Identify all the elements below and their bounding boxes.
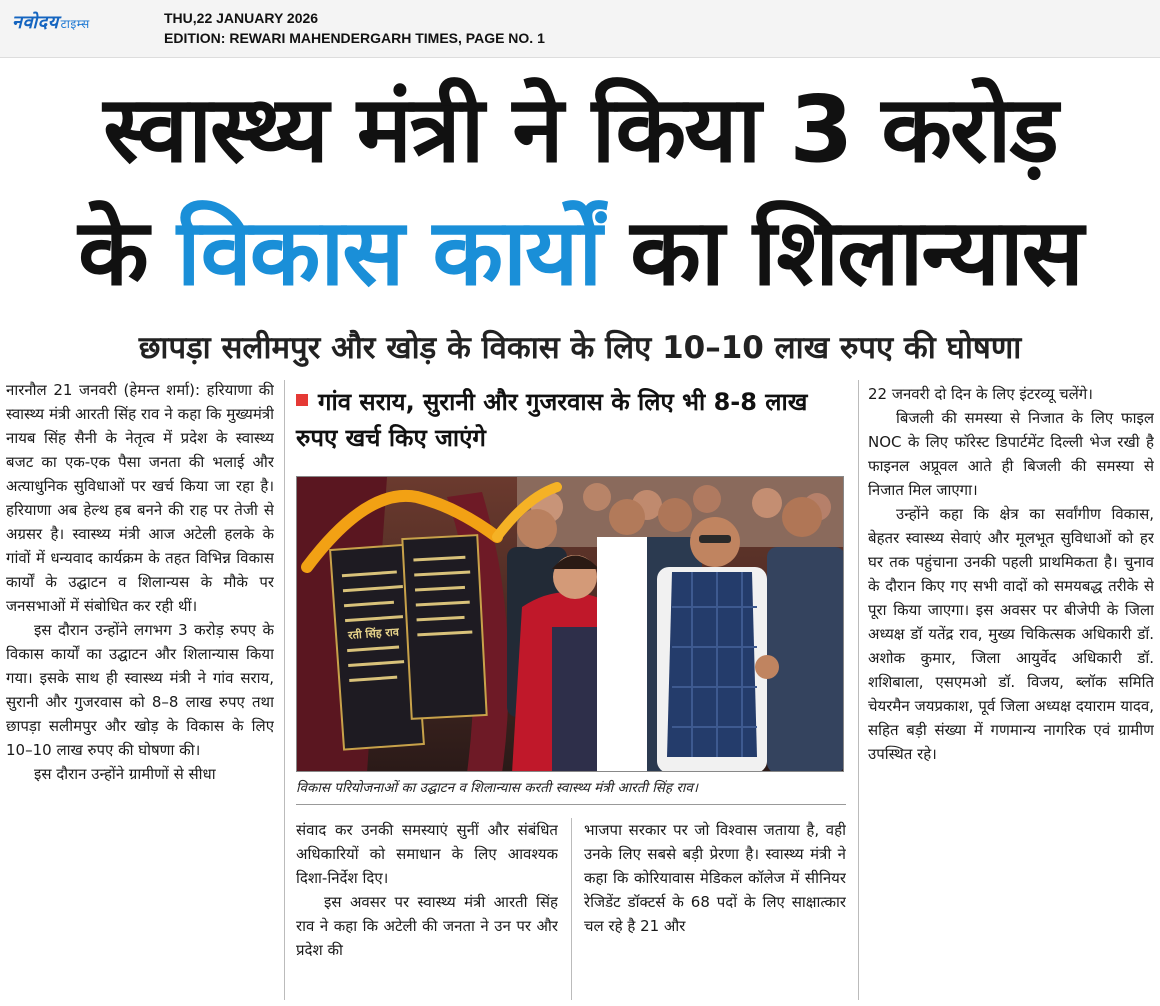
- paragraph: इस अवसर पर स्वास्थ्य मंत्री आरती सिंह राव ने कहा कि अटेली की जनता ने उन पर और प्रदेश की: [296, 893, 558, 959]
- masthead-bar: [0, 0, 1160, 58]
- article-column-1: [6, 378, 274, 1003]
- article-column-4: [868, 382, 1154, 1002]
- headline-line-2-post: का शिलान्यास: [630, 199, 1082, 306]
- paragraph: भाजपा सरकार पर जो विश्वास जताया है, वही उनके लिए सबसे बड़ी प्रेरणा है। स्वास्थ्य मंत्री ने कहा कि कोरियावास मेडिकल कॉलेज में सीनियर रेजिडेंट डॉक्टर्स के 68 पदों के लिए साक्षात्कार चल रहे है 21 और: [584, 821, 846, 935]
- subheadline: छापड़ा सलीमपुर और खोड़ के विकास के लिए 10–10 लाख रुपए की घोषणा: [138, 330, 1022, 366]
- paragraph: संवाद कर उनकी समस्याएं सुनीं और संबंधित अधिकारियों को समाधान के लिए आवश्यक दिशा-निर्देश दिए।: [296, 821, 558, 887]
- column-divider: [858, 380, 859, 1000]
- headline-line-1: स्वास्थ्य मंत्री ने किया 3 करोड़: [103, 76, 1057, 183]
- caption-divider: [296, 804, 846, 805]
- column-divider: [571, 818, 572, 1000]
- headline-line-2: [0, 190, 1160, 315]
- article-column-3: [584, 818, 846, 1004]
- paragraph: 22 जनवरी दो दिन के लिए इंटरव्यू चलेंगे।: [868, 385, 1093, 403]
- headline-line-2-pre: के: [78, 199, 147, 306]
- paragraph: नारनौल 21 जनवरी (हेमन्त शर्मा): हरियाणा की स्वास्थ्य मंत्री आरती सिंह राव ने कहा कि मुख्यमंत्री नायब सिंह सैनी के नेतृत्व में प्रदेश के स्वास्थ्य बजट का एक-एक पैसा जनता की भलाई और अत्याधुनिक सुविधाओं पर खर्च किया जा रहा है। हरियाणा अब हेल्थ हब बनने की राह पर तेजी से अग्रसर है। स्वास्थ्य मंत्री आज अटेली हलके के गांवों में धन्यवाद कार्यक्रम के तहत विभिन्न विकास कार्यों के उद्घाटन व शिलान्यस के मौके पर जनसभाओं में संबोधित कर रही थीं।: [6, 381, 274, 615]
- paragraph: इस दौरान उन्होंने लगभग 3 करोड़ रुपए के विकास कार्यों का उद्घाटन और शिलान्यास किया गया। इसके साथ ही स्वास्थ्य मंत्री ने गांव सराय, सुरानी और गुजरवास को 8–8 लाख रुपए तथा छापड़ा सलीमपुर और खोड़ के विकास के लिए 10–10 लाख रुपए की घोषणा की।: [6, 621, 274, 759]
- paragraph: उन्होंने कहा कि क्षेत्र का सर्वांगीण विकास, बेहतर स्वास्थ्य सेवाएं और मूलभूत सुविधाओं को हर घर तक पहुंचाना उनकी पहली प्राथमिकता है। चुनाव के दौरान किए गए सभी वादों को समयबद्ध तरीके से पूरा किया जाएगा। इस अवसर पर बीजेपी के जिला अध्यक्ष डॉ यतेंद्र राव, मुख्य चिकित्सक अधिकारी डॉ. अशोक कुमार, जिला आयुर्वेद अधिकारी डॉ. शशिबाला, एसएमओ डॉ. विजय, ब्लॉक समिति चेयरमैन जयप्रकाश, पूर्व जिला अध्यक्ष दयाराम यादव, सहित बड़ी संख्या में गणमान्य नागरिक एवं ग्रामीण उपस्थित रहे।: [868, 505, 1154, 763]
- paragraph: बिजली की समस्या से निजात के लिए फाइल NOC के लिए फॉरेस्ट डिपार्टमेंट दिल्ली भेज रखी है फाइनल अप्रूवल आते ही बिजली की समस्या से निजात मिल जाएगा।: [868, 409, 1154, 499]
- bullet-icon: [296, 394, 308, 406]
- paragraph: इस दौरान उन्होंने ग्रामीणों से सीधा: [34, 765, 216, 783]
- headline-highlight: विकास कार्यों: [176, 199, 601, 306]
- logo-sub: टाइम्स: [60, 17, 90, 31]
- edition-info: EDITION: REWARI MAHENDERGARH TIMES, PAGE NO. 1: [164, 30, 545, 46]
- column-divider: [284, 380, 285, 1000]
- plaque-text: रती सिंह राव: [347, 625, 400, 642]
- newspaper-logo[interactable]: [12, 10, 90, 34]
- kicker-text: गांव सराय, सुरानी और गुजरवास के लिए भी 8-8 लाख रुपए खर्च किए जाएंगे: [296, 388, 808, 452]
- dateline: [164, 8, 545, 48]
- news-photo[interactable]: [296, 476, 844, 772]
- logo-main: नवोदय: [12, 12, 59, 33]
- photo-caption: विकास परियोजनाओं का उद्घाटन व शिलान्यास करती स्वास्थ्य मंत्री आरती सिंह राव।: [296, 780, 698, 796]
- kicker-heading: [296, 384, 856, 456]
- article-column-2: [296, 818, 558, 1004]
- issue-date: THU,22 JANUARY 2026: [164, 10, 319, 26]
